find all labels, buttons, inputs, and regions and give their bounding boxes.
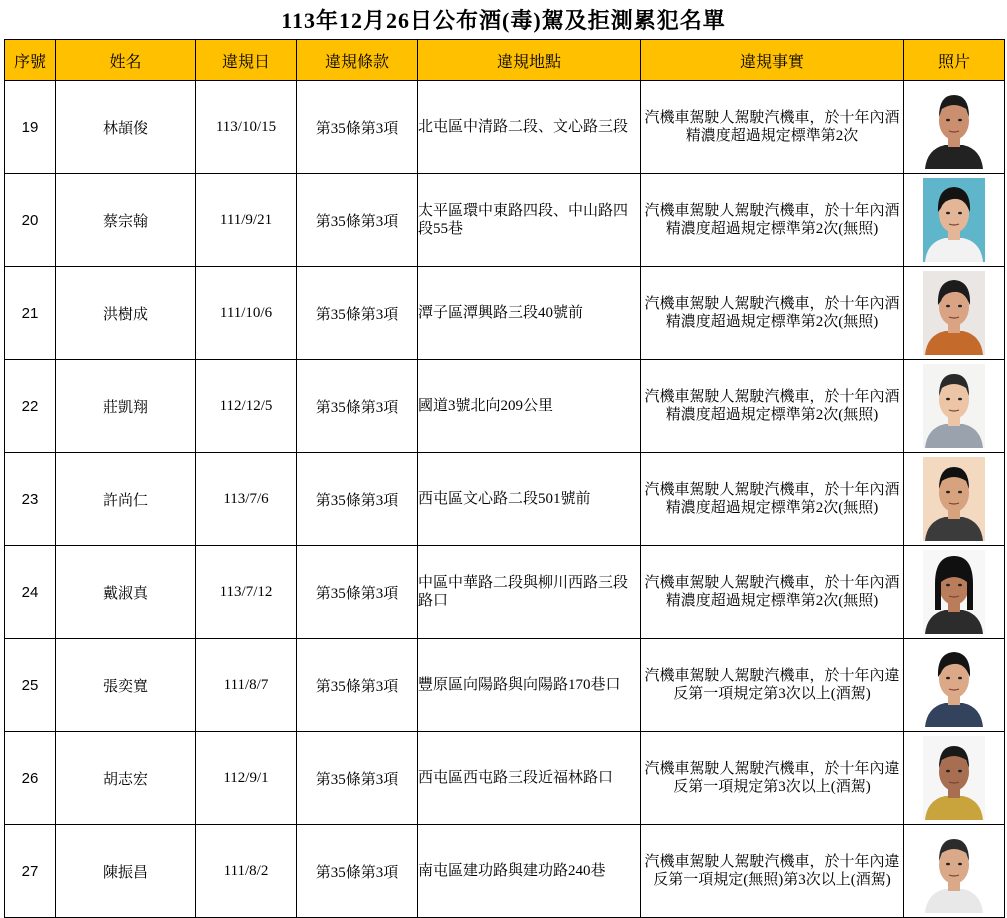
row-seq: 26 (5, 732, 56, 825)
row-name: 胡志宏 (56, 732, 196, 825)
row-photo-cell (904, 360, 1005, 453)
row-date: 111/8/7 (196, 639, 297, 732)
row-photo-cell (904, 81, 1005, 174)
row-location: 西屯區文心路二段501號前 (418, 453, 641, 546)
row-seq: 20 (5, 174, 56, 267)
table-row (5, 174, 1005, 267)
table-row (5, 81, 1005, 174)
row-clause: 第35條第3項 (297, 546, 418, 639)
row-fact: 汽機車駕駛人駕駛汽機車，於十年內酒精濃度超過規定標準第2次(無照) (641, 546, 904, 639)
column-header-seq: 序號 (5, 40, 56, 81)
row-location: 北屯區中清路二段、文心路三段 (418, 81, 641, 174)
portrait-photo (923, 178, 985, 262)
row-clause: 第35條第3項 (297, 174, 418, 267)
portrait-photo (923, 85, 985, 169)
row-photo-cell (904, 174, 1005, 267)
table-row (5, 267, 1005, 360)
row-fact: 汽機車駕駛人駕駛汽機車，於十年內酒精濃度超過規定標準第2次(無照) (641, 174, 904, 267)
row-clause: 第35條第3項 (297, 360, 418, 453)
portrait-photo (923, 550, 985, 634)
row-location: 西屯區西屯路三段近福林路口 (418, 732, 641, 825)
table-row (5, 360, 1005, 453)
row-name: 蔡宗翰 (56, 174, 196, 267)
row-location: 南屯區建功路與建功路240巷 (418, 825, 641, 918)
row-clause: 第35條第3項 (297, 825, 418, 918)
row-location: 太平區環中東路四段、中山路四段55巷 (418, 174, 641, 267)
column-header-fact: 違規事實 (641, 40, 904, 81)
page-title: 113年12月26日公布酒(毒)駕及拒測累犯名單 (281, 8, 726, 33)
column-header-location: 違規地點 (418, 40, 641, 81)
row-location: 豐原區向陽路與向陽路170巷口 (418, 639, 641, 732)
row-clause: 第35條第3項 (297, 732, 418, 825)
row-date: 112/12/5 (196, 360, 297, 453)
portrait-photo (923, 829, 985, 913)
column-header-photo: 照片 (904, 40, 1005, 81)
row-photo-cell (904, 732, 1005, 825)
row-seq: 24 (5, 546, 56, 639)
row-date: 113/10/15 (196, 81, 297, 174)
row-seq: 23 (5, 453, 56, 546)
row-fact: 汽機車駕駛人駕駛汽機車，於十年內違反第一項規定(無照)第3次以上(酒駕) (641, 825, 904, 918)
row-photo-cell (904, 453, 1005, 546)
row-photo-cell (904, 267, 1005, 360)
row-date: 113/7/12 (196, 546, 297, 639)
table-row (5, 825, 1005, 918)
table-row (5, 732, 1005, 825)
row-date: 111/9/21 (196, 174, 297, 267)
row-name: 林頡俊 (56, 81, 196, 174)
table-row (5, 639, 1005, 732)
table-row (5, 546, 1005, 639)
portrait-photo (923, 643, 985, 727)
row-location: 潭子區潭興路三段40號前 (418, 267, 641, 360)
row-photo-cell (904, 639, 1005, 732)
column-header-name: 姓名 (56, 40, 196, 81)
row-date: 111/10/6 (196, 267, 297, 360)
row-clause: 第35條第3項 (297, 81, 418, 174)
offender-table (4, 39, 1005, 918)
table-row (5, 453, 1005, 546)
row-date: 113/7/6 (196, 453, 297, 546)
row-seq: 19 (5, 81, 56, 174)
portrait-photo (923, 364, 985, 448)
row-fact: 汽機車駕駛人駕駛汽機車，於十年內酒精濃度超過規定標準第2次(無照) (641, 267, 904, 360)
row-fact: 汽機車駕駛人駕駛汽機車，於十年內酒精濃度超過規定標準第2次 (641, 81, 904, 174)
row-date: 111/8/2 (196, 825, 297, 918)
row-location: 國道3號北向209公里 (418, 360, 641, 453)
row-name: 洪樹成 (56, 267, 196, 360)
row-photo-cell (904, 546, 1005, 639)
row-name: 張奕寬 (56, 639, 196, 732)
portrait-photo (923, 271, 985, 355)
row-clause: 第35條第3項 (297, 453, 418, 546)
row-seq: 21 (5, 267, 56, 360)
row-photo-cell (904, 825, 1005, 918)
row-fact: 汽機車駕駛人駕駛汽機車，於十年內酒精濃度超過規定標準第2次(無照) (641, 360, 904, 453)
row-name: 許尚仁 (56, 453, 196, 546)
column-header-clause: 違規條款 (297, 40, 418, 81)
header-row (5, 40, 1005, 81)
column-header-date: 違規日 (196, 40, 297, 81)
row-name: 陳振昌 (56, 825, 196, 918)
row-fact: 汽機車駕駛人駕駛汽機車，於十年內酒精濃度超過規定標準第2次(無照) (641, 453, 904, 546)
row-fact: 汽機車駕駛人駕駛汽機車，於十年內違反第一項規定第3次以上(酒駕) (641, 639, 904, 732)
row-seq: 25 (5, 639, 56, 732)
row-location: 中區中華路二段與柳川西路三段路口 (418, 546, 641, 639)
row-seq: 27 (5, 825, 56, 918)
row-fact: 汽機車駕駛人駕駛汽機車，於十年內違反第一項規定第3次以上(酒駕) (641, 732, 904, 825)
row-seq: 22 (5, 360, 56, 453)
portrait-photo (923, 457, 985, 541)
row-name: 莊凱翔 (56, 360, 196, 453)
row-clause: 第35條第3項 (297, 267, 418, 360)
row-date: 112/9/1 (196, 732, 297, 825)
row-clause: 第35條第3項 (297, 639, 418, 732)
row-name: 戴淑真 (56, 546, 196, 639)
portrait-photo (923, 736, 985, 820)
